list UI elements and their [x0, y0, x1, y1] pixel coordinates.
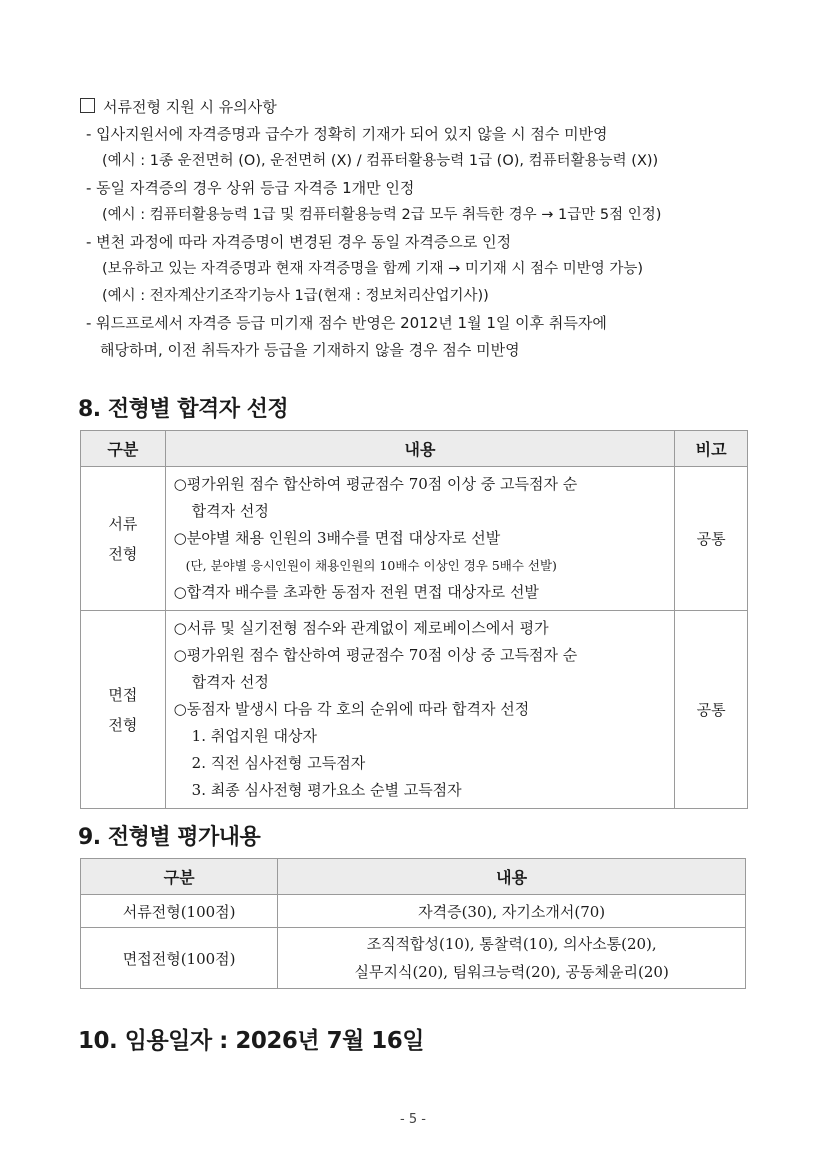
category-text: 면접	[108, 685, 138, 704]
notes-heading-text: 서류전형 지원 시 유의사항	[103, 98, 277, 116]
table-header-row	[81, 431, 748, 467]
category-cell	[81, 611, 166, 809]
note-cell: 공통	[675, 611, 748, 809]
section10-title: 10. 임용일자 : 2026년 7월 16일	[78, 1028, 425, 1054]
category-text: 전형	[108, 544, 138, 563]
notes-line: 해당하며, 이전 취득자가 등급을 기재하지 않을 경우 점수 미반영	[100, 341, 520, 359]
table-row	[81, 467, 748, 611]
content-line: ○합격자 배수를 초과한 동점자 전원 면접 대상자로 선발	[173, 583, 539, 601]
content-cell	[165, 611, 675, 809]
header-category: 구분	[81, 859, 278, 895]
notes-line: (예시 : 전자계산기조작기능사 1급(현재 : 정보처리산업기사))	[102, 288, 489, 304]
content-line: 합격자 선정	[191, 673, 269, 691]
checkbox-square-icon	[80, 98, 95, 113]
notes-line: (예시 : 컴퓨터활용능력 1급 및 컴퓨터활용능력 2급 모두 취득한 경우 → 1급만 5점 인정)	[102, 207, 662, 223]
content-cell	[278, 928, 746, 989]
header-note: 비고	[675, 431, 748, 467]
header-content: 내용	[278, 859, 746, 895]
table-row	[81, 895, 746, 928]
content-line: (단, 분야별 응시인원이 채용인원의 10배수 이상인 경우 5배수 선발)	[185, 558, 557, 573]
content-line: 2. 직전 심사전형 고득점자	[191, 754, 366, 772]
notes-line: (예시 : 1종 운전면허 (O), 운전면허 (X) / 컴퓨터활용능력 1급 (O), 컴퓨터활용능력 (X))	[102, 153, 659, 169]
section9-title: 9. 전형별 평가내용	[78, 825, 261, 850]
content-line: 합격자 선정	[191, 502, 269, 520]
table-row	[81, 611, 748, 809]
content-line: 조직적합성(10), 통찰력(10), 의사소통(20),	[366, 935, 657, 953]
content-line: 1. 취업지원 대상자	[191, 727, 317, 745]
evaluation-table	[80, 858, 746, 989]
notes-line: (보유하고 있는 자격증명과 현재 자격증명을 함께 기재 → 미기재 시 점수 미반영 가능)	[102, 261, 644, 277]
table-row	[81, 928, 746, 989]
section8-title: 8. 전형별 합격자 선정	[78, 397, 289, 422]
notes-line: - 변천 과정에 따라 자격증명이 변경된 경우 동일 자격증으로 인정	[86, 233, 512, 251]
application-notes	[80, 94, 760, 364]
category-text: 전형	[108, 715, 138, 734]
content-line: ○평가위원 점수 합산하여 평균점수 70점 이상 중 고득점자 순	[173, 475, 578, 493]
content-line: ○동점자 발생시 다음 각 호의 순위에 따라 합격자 선정	[173, 700, 530, 718]
evaluation-table-body	[81, 895, 746, 989]
selection-table-body	[81, 467, 748, 809]
notes-heading	[80, 94, 760, 121]
notes-list	[80, 121, 760, 364]
category-text: 서류	[108, 514, 138, 533]
notes-line: - 워드프로세서 자격증 등급 미기재 점수 반영은 2012년 1월 1일 이후 취득자에	[86, 314, 607, 332]
notes-line: - 동일 자격증의 경우 상위 등급 자격증 1개만 인정	[86, 179, 415, 197]
content-cell	[165, 467, 675, 611]
selection-table	[80, 430, 748, 809]
notes-line: - 입사지원서에 자격증명과 급수가 정확히 기재가 되어 있지 않을 시 점수 미반영	[86, 125, 608, 143]
category-cell: 면접전형(100점)	[81, 928, 278, 989]
category-cell: 서류전형(100점)	[81, 895, 278, 928]
header-category: 구분	[81, 431, 166, 467]
category-cell	[81, 467, 166, 611]
content-line: ○분야별 채용 인원의 3배수를 면접 대상자로 선발	[173, 529, 501, 547]
content-line: 자격증(30), 자기소개서(70)	[418, 902, 606, 921]
header-content: 내용	[165, 431, 675, 467]
content-line: ○서류 및 실기전형 점수와 관계없이 제로베이스에서 평가	[173, 619, 549, 637]
content-line: 3. 최종 심사전형 평가요소 순별 고득점자	[191, 781, 462, 799]
content-line: ○평가위원 점수 합산하여 평균점수 70점 이상 중 고득점자 순	[173, 646, 578, 664]
page-number: - 5 -	[400, 1112, 426, 1127]
table-header-row	[81, 859, 746, 895]
note-cell: 공통	[675, 467, 748, 611]
content-line: 실무지식(20), 팀워크능력(20), 공동체윤리(20)	[354, 963, 669, 981]
content-cell	[278, 895, 746, 928]
